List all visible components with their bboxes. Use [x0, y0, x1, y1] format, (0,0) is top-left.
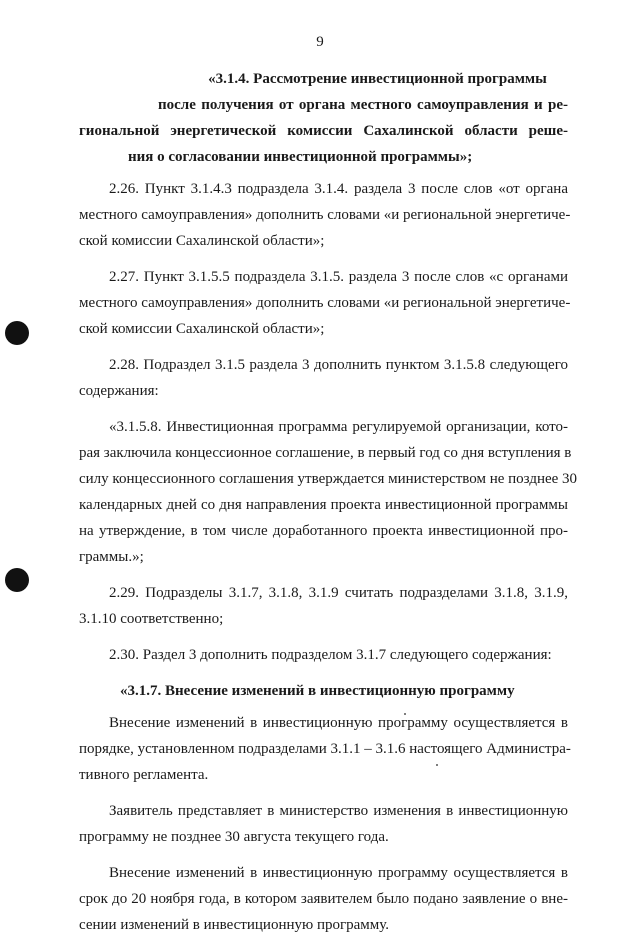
text-line: ской комиссии Сахалинской области»;	[79, 233, 325, 249]
document-body	[79, 66, 578, 938]
text-line: 2.30. Раздел 3 дополнить подразделом 3.1.7 следующего содержания:	[109, 647, 552, 663]
text-line: календарных дней со дня направления проекта инвестиционной программы	[79, 497, 568, 513]
text-line: 2.28. Подраздел 3.1.5 раздела 3 дополнить пунктом 3.1.5.8 следующего	[109, 357, 568, 373]
heading-line: «3.1.7. Внесение изменений в инвестиционную программу	[120, 683, 515, 699]
paragraph-2-28	[79, 352, 568, 404]
text-line: срок до 20 ноября года, в котором заявителем было подано заявление о вне-	[79, 891, 568, 907]
paragraph-2-30	[79, 642, 568, 668]
section-heading-3-1-7	[79, 678, 568, 704]
heading-line: «3.1.4. Рассмотрение инвестиционной программы	[208, 71, 547, 87]
text-line: тивного регламента.	[79, 767, 209, 783]
text-line: рая заключила концессионное соглашение, в первый год со дня вступления в	[79, 445, 572, 461]
page-number: 9	[316, 34, 324, 50]
text-line: 2.26. Пункт 3.1.4.3 подраздела 3.1.4. раздела 3 после слов «от органа	[109, 181, 568, 197]
section-3-1-7-paragraph-2	[79, 798, 568, 850]
paragraph-2-26	[79, 176, 571, 254]
text-line: местного самоуправления» дополнить словами «и региональной энергетиче-	[79, 207, 571, 223]
paragraph-3-1-5-8	[79, 414, 578, 570]
heading-line: ния о согласовании инвестиционной программы»;	[128, 149, 473, 165]
text-line: ской комиссии Сахалинской области»;	[79, 321, 325, 337]
heading-line: гиональной энергетической комиссии Сахалинской области реше-	[79, 123, 568, 139]
text-line: местного самоуправления» дополнить словами «и региональной энергетиче-	[79, 295, 571, 311]
paragraph-2-29	[79, 580, 568, 632]
text-line: сении изменений в инвестиционную программу.	[79, 917, 390, 933]
hole-punch-mark	[5, 321, 29, 345]
paragraph-2-27	[79, 264, 571, 342]
text-line: граммы.»;	[79, 549, 144, 565]
text-line: Внесение изменений в инвестиционную программу осуществляется в	[109, 865, 568, 881]
text-line: «3.1.5.8. Инвестиционная программа регулируемой организации, кото-	[109, 419, 568, 435]
text-line: программу не позднее 30 августа текущего года.	[79, 829, 389, 845]
heading-line: после получения от органа местного самоуправления и ре-	[158, 97, 568, 113]
section-3-1-7-paragraph-1	[79, 710, 571, 788]
hole-punch-mark	[5, 568, 29, 592]
section-3-1-7-paragraph-3	[79, 860, 568, 938]
text-line: 3.1.10 соответственно;	[79, 611, 224, 627]
text-line: порядке, установленном подразделами 3.1.1 – 3.1.6 настоящего Администра-	[79, 741, 571, 757]
text-line: 2.27. Пункт 3.1.5.5 подраздела 3.1.5. раздела 3 после слов «с органами	[109, 269, 568, 285]
text-line: 2.29. Подразделы 3.1.7, 3.1.8, 3.1.9 считать подразделами 3.1.8, 3.1.9,	[109, 585, 568, 601]
text-line: Внесение изменений в инвестиционную программу осуществляется в	[109, 715, 568, 731]
section-heading-3-1-4	[79, 66, 568, 170]
text-line: силу концессионного соглашения утверждается министерством не позднее 30	[79, 471, 578, 487]
text-line: содержания:	[79, 383, 159, 399]
text-line: Заявитель представляет в министерство изменения в инвестиционную	[109, 803, 568, 819]
text-line: на утверждение, в том числе доработанного проекта инвестиционной про-	[79, 523, 568, 539]
